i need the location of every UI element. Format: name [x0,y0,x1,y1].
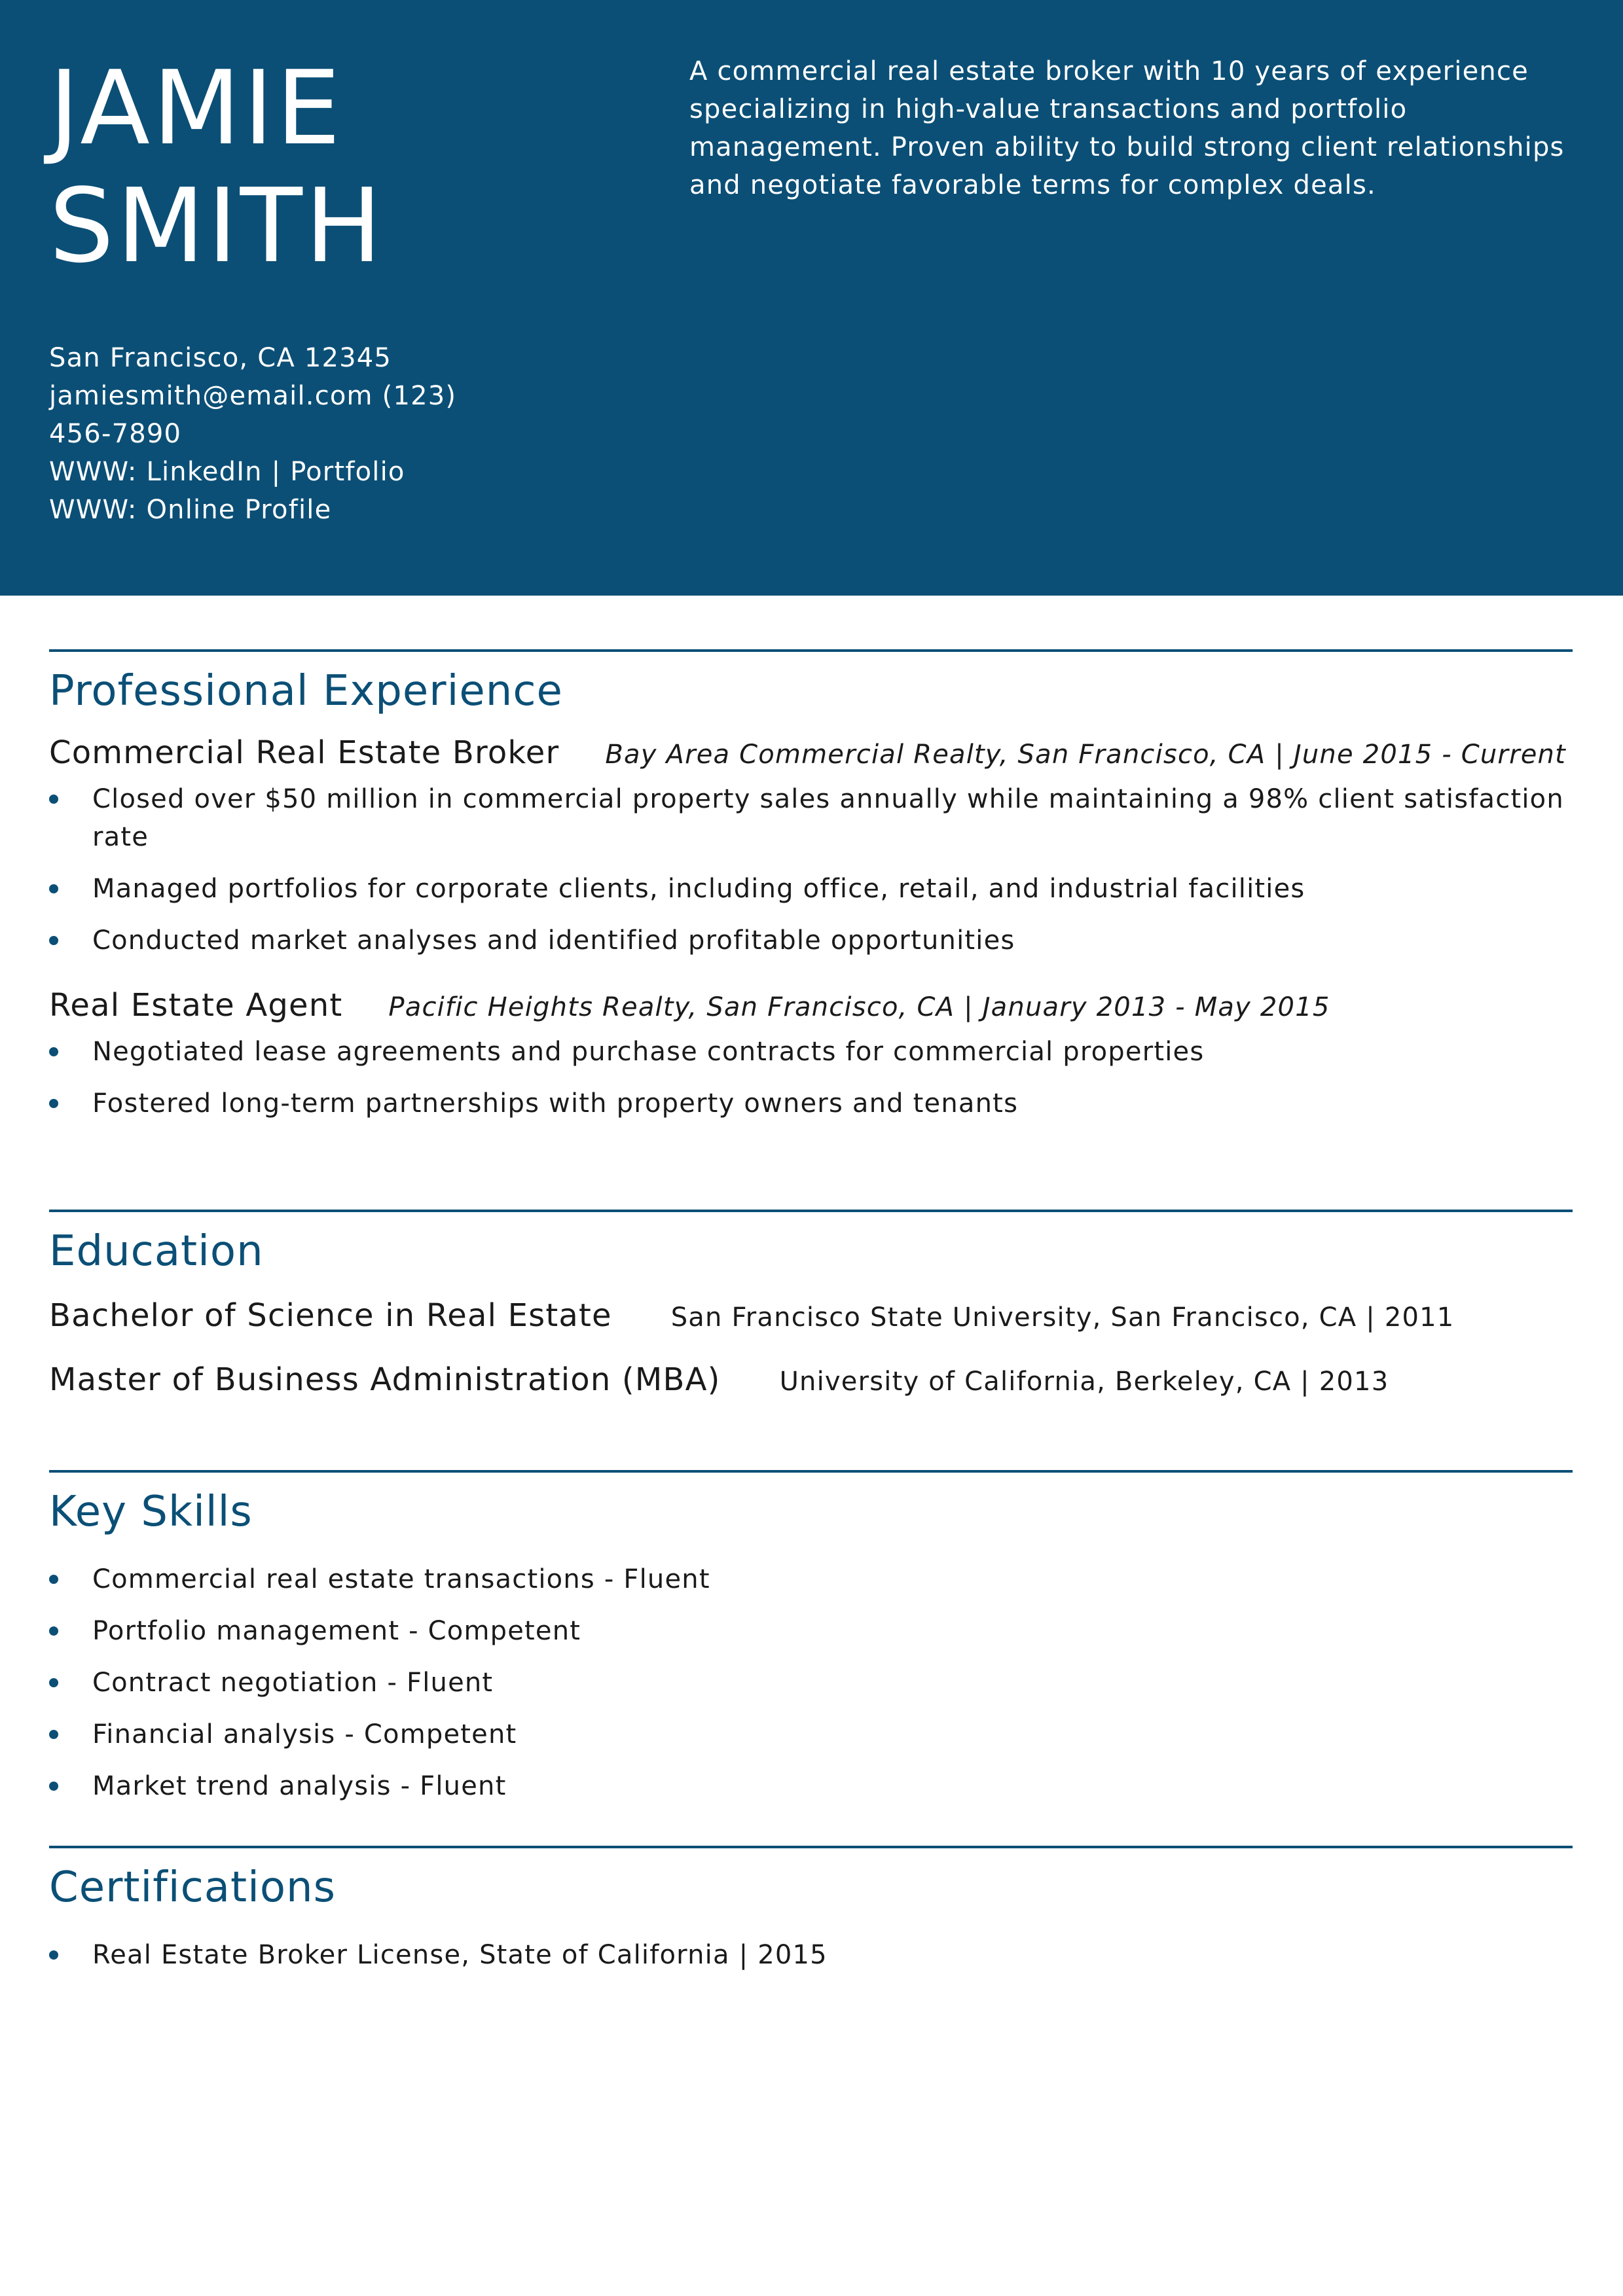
education-meta: San Francisco State University, San Francisco, CA | 2011 [670,1302,1455,1333]
list-item: Commercial real estate transactions - Fluent [49,1560,1573,1598]
section-title-skills: Key Skills [49,1488,253,1536]
education-entry [49,1361,1573,1398]
section-title-experience: Professional Experience [49,667,563,715]
contact-address: San Francisco, CA 12345 [49,343,392,373]
education-degree: Master of Business Administration (MBA) [49,1361,721,1398]
certifications-section [49,1846,1573,1988]
section-title-certifications: Certifications [49,1863,336,1912]
list-item: Conducted market analyses and identified profitable opportunities [49,922,1573,960]
contact-online-profile: WWW: Online Profile [49,495,332,525]
job-location: , San Francisco, CA [999,740,1266,770]
contact-phone: 456-7890 [49,419,182,449]
job-title: Commercial Real Estate Broker [49,734,560,771]
job-bullets [49,1033,1573,1122]
list-item: Managed portfolios for corporate clients, including office, retail, and industrial facilities [49,870,1573,908]
job-meta [605,740,1566,770]
professional-summary: A commercial real estate broker with 10 years of experience specializing in high-value transactions and portfolio management. Proven ability to build strong client relationships and negotiate favorable terms for complex deals. [689,56,1565,200]
job-entry [49,734,1573,960]
job-dates: June 2015 - Current [1293,740,1566,770]
job-company: Pacific Heights Realty [388,992,689,1022]
job-entry [49,987,1573,1122]
resume-header [0,0,1623,596]
list-item: Portfolio management - Competent [49,1612,1573,1650]
contact-links: WWW: LinkedIn | Portfolio [49,457,405,487]
education-degree: Bachelor of Science in Real Estate [49,1297,612,1334]
job-company: Bay Area Commercial Realty [605,740,1000,770]
list-item: Closed over $50 million in commercial property sales annually while maintaining a 98% client satisfaction rate [49,780,1573,856]
list-item: Contract negotiation - Fluent [49,1664,1573,1702]
job-header [49,734,1573,771]
job-separator: | [955,992,983,1022]
job-separator: | [1266,740,1294,770]
list-item: Financial analysis - Competent [49,1715,1573,1753]
education-meta: University of California, Berkeley, CA | 2013 [779,1367,1389,1397]
last-name: SMITH [49,166,385,285]
education-entry [49,1297,1573,1334]
contact-email-phone: jamiesmith@email.com (123) [49,381,457,411]
job-bullets [49,780,1573,960]
job-title: Real Estate Agent [49,987,343,1024]
section-title-education: Education [49,1227,264,1276]
education-section [49,1210,1573,1398]
skills-section [49,1470,1573,1819]
experience-section [49,649,1573,1136]
job-dates: January 2013 - May 2015 [982,992,1330,1022]
list-item: Real Estate Broker License, State of California | 2015 [49,1936,1573,1974]
contact-info [49,339,494,529]
first-name: JAMIE [49,48,344,168]
list-item: Market trend analysis - Fluent [49,1767,1573,1805]
list-item: Fostered long-term partnerships with property owners and tenants [49,1085,1573,1122]
candidate-name [49,49,384,285]
job-meta [388,992,1330,1022]
list-item: Negotiated lease agreements and purchase contracts for commercial properties [49,1033,1573,1071]
certifications-list [49,1936,1573,1974]
job-location: , San Francisco, CA [688,992,955,1022]
job-header [49,987,1573,1024]
skills-list [49,1560,1573,1805]
